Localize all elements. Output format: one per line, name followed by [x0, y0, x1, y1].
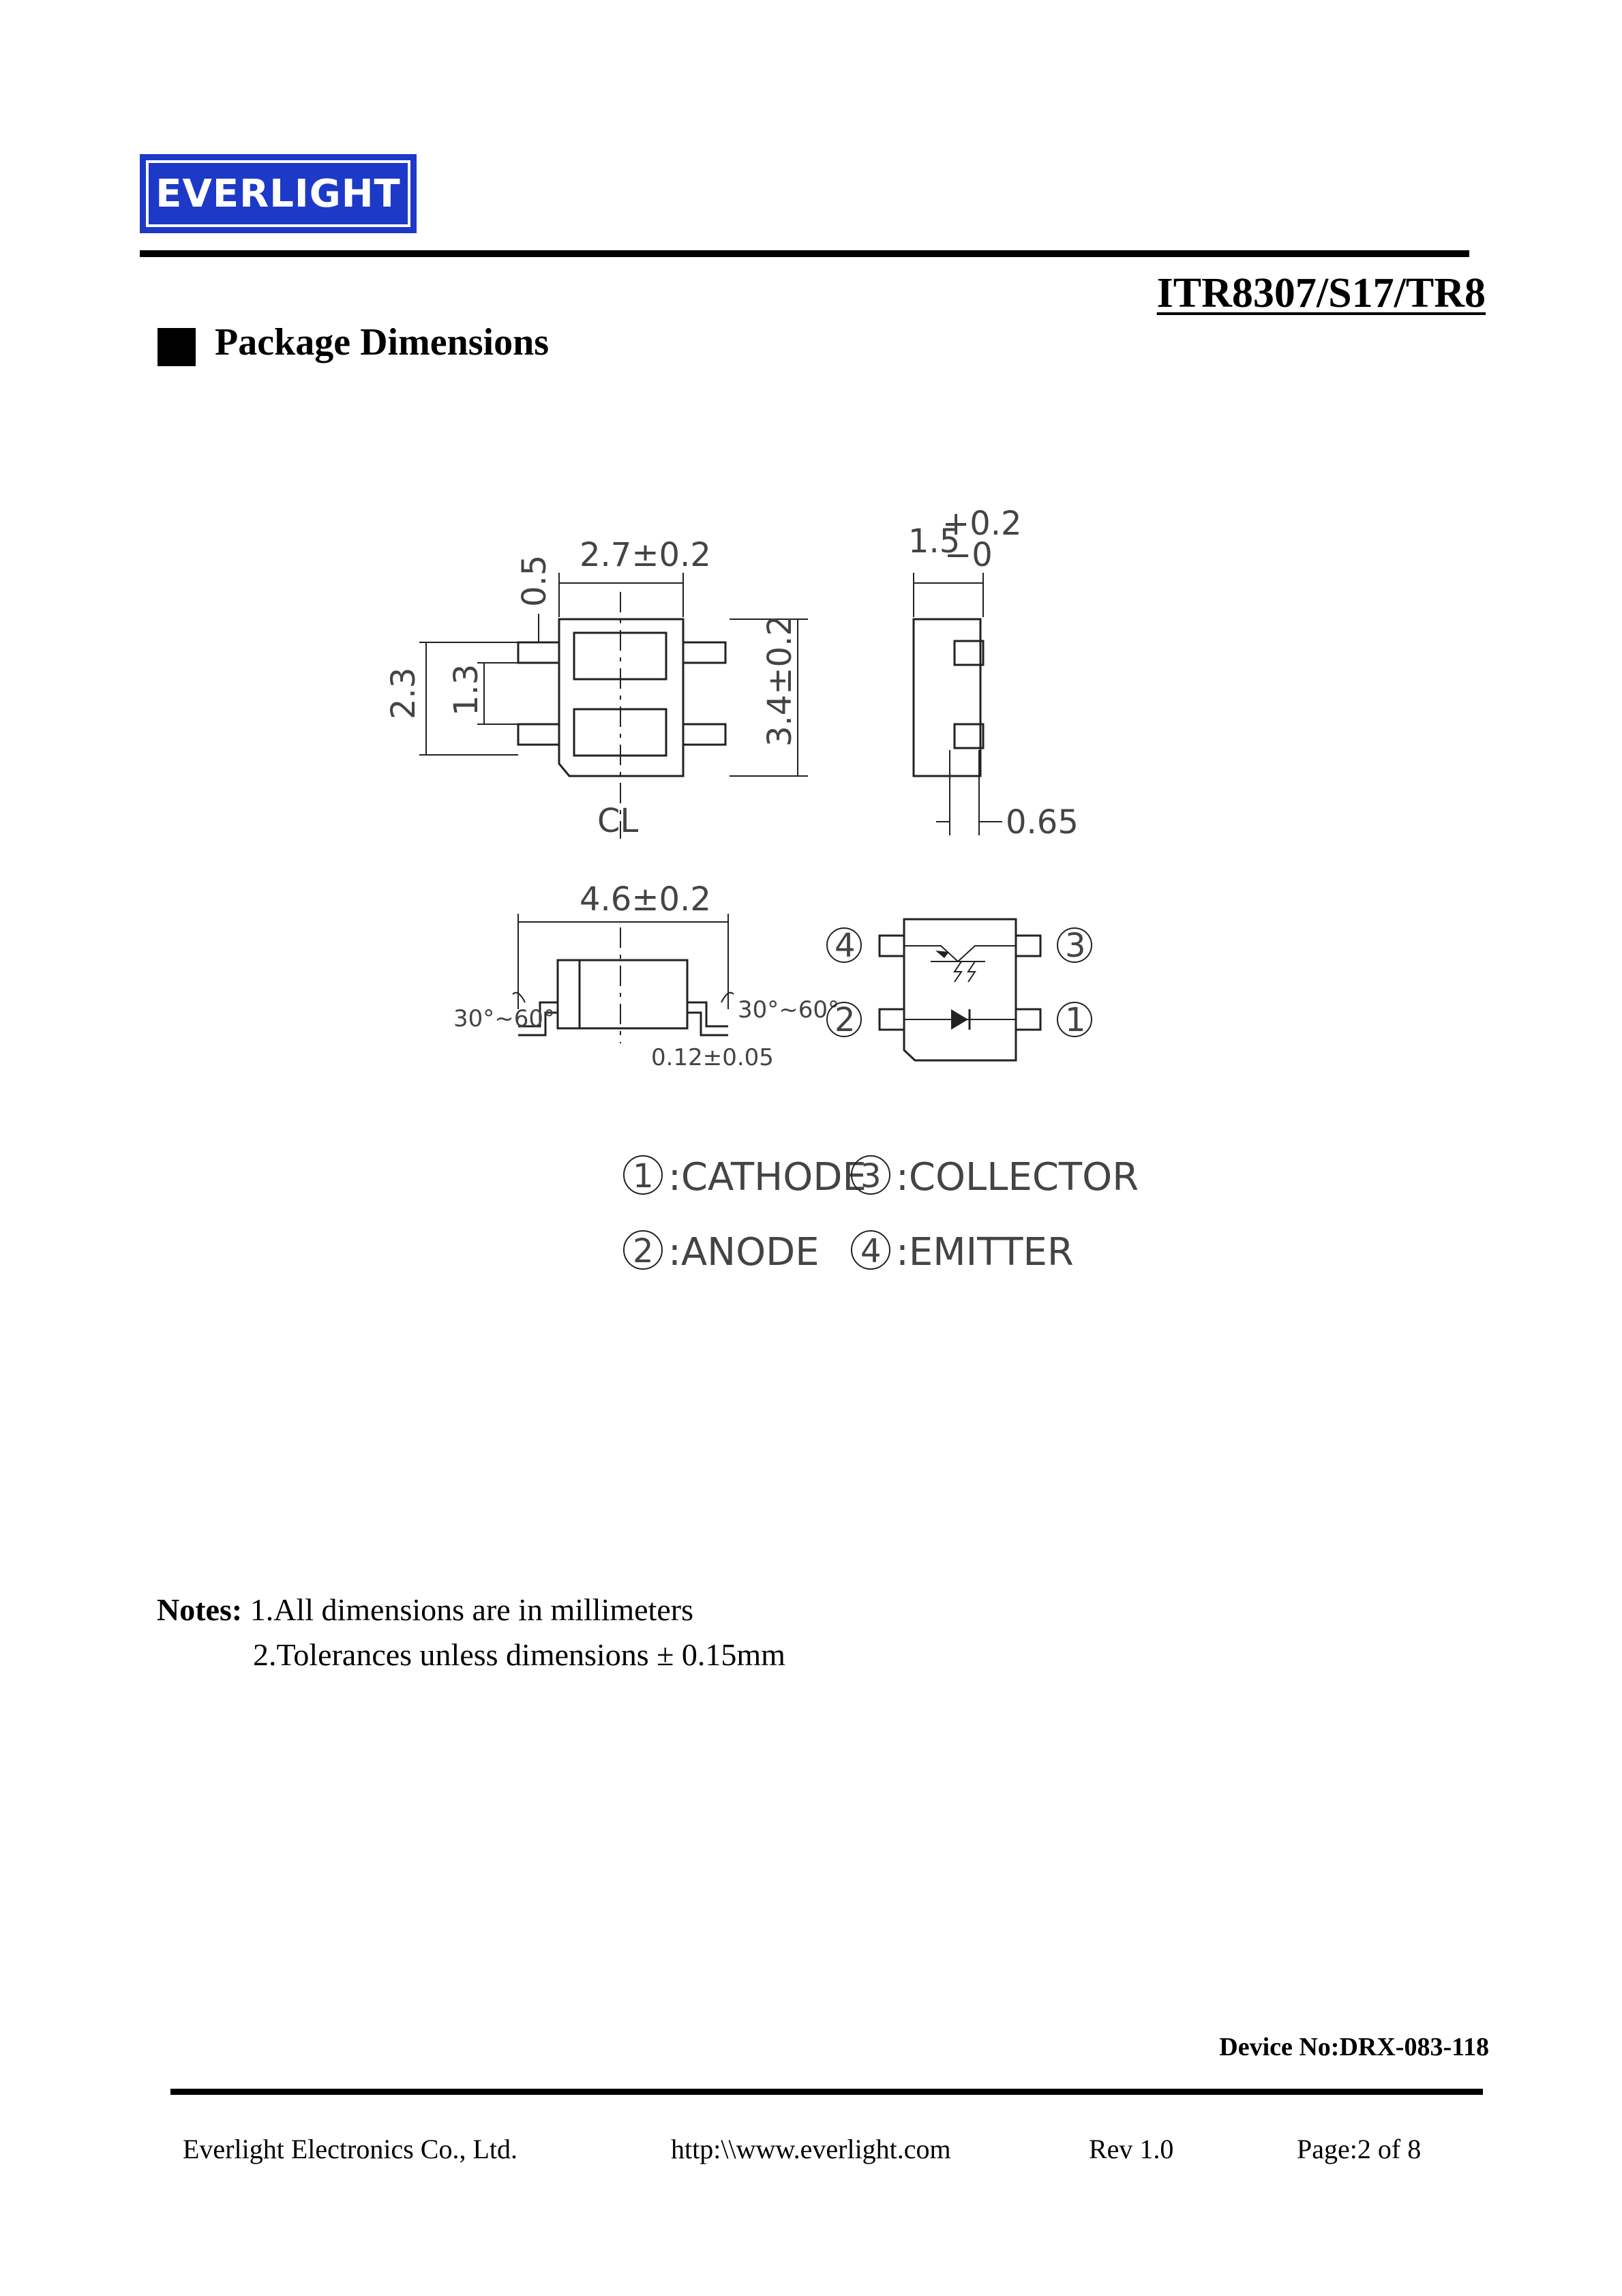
- footer-company: Everlight Electronics Co., Ltd.: [183, 2134, 517, 2164]
- side-view-lead: [955, 641, 983, 665]
- legend-pin-number: 4: [860, 1232, 882, 1270]
- footer-rule: [170, 2089, 1483, 2095]
- pin4-number: 4: [835, 927, 856, 965]
- dim-thickness-plus: +0.2: [942, 505, 1022, 543]
- top-view: [385, 536, 808, 840]
- footer-page: Page:2 of 8: [1297, 2134, 1422, 2164]
- legend-pin-label: :EMITTER: [896, 1230, 1074, 1274]
- dim-thickness-minus: −0: [944, 536, 993, 574]
- dim-height: 3.4±0.2: [761, 615, 799, 747]
- transistor-symbol: [904, 946, 1016, 961]
- legend-pin-label: :CATHODE: [668, 1155, 867, 1199]
- legend-pin-number: 3: [860, 1157, 882, 1195]
- dim-pitch-inner: 1.3: [447, 664, 485, 716]
- logo-text: EVERLIGHT: [155, 171, 401, 216]
- pin1-number: 1: [1065, 1001, 1086, 1039]
- schematic-body: [904, 919, 1016, 1060]
- legend-pin-number: 2: [633, 1232, 654, 1270]
- top-view-pad: [518, 724, 559, 745]
- dim-angle-left: 30°~60°: [453, 1005, 556, 1032]
- note-item: 2.Tolerances unless dimensions ± 0.15mm: [253, 1637, 785, 1672]
- notes-label: Notes:: [157, 1592, 243, 1627]
- dim-lead: 0.65: [1006, 803, 1079, 841]
- note-line: [157, 1587, 785, 1632]
- side-view-lead: [955, 724, 983, 748]
- section-title: Package Dimensions: [215, 321, 549, 363]
- top-view-pad: [518, 642, 559, 663]
- legend-pin-number: 1: [633, 1157, 654, 1195]
- diode-symbol: [951, 1009, 968, 1030]
- side-view-body: [914, 619, 980, 776]
- device-number: Device No:DRX-083-118: [1219, 2033, 1489, 2061]
- dim-length: 4.6±0.2: [580, 880, 711, 919]
- dim-thickness: 1.5: [908, 522, 961, 561]
- dim-width: 2.7±0.2: [580, 536, 711, 574]
- pin-legend: [624, 1155, 1139, 1274]
- front-view: [453, 880, 839, 1071]
- light-arrow-icon: [955, 961, 961, 982]
- pin2-number: 2: [835, 1001, 856, 1039]
- legend-pin-label: :ANODE: [668, 1230, 820, 1274]
- dim-pad: 0.5: [515, 554, 554, 607]
- front-view-body: [558, 960, 687, 1028]
- top-view-pad: [683, 642, 725, 663]
- pin3-number: 3: [1065, 927, 1086, 965]
- side-view: [908, 505, 1079, 841]
- schematic: [827, 919, 1092, 1060]
- footer-url[interactable]: http:\\www.everlight.com: [671, 2134, 951, 2164]
- top-view-pad: [683, 724, 725, 745]
- dim-pitch-outer: 2.3: [385, 667, 423, 719]
- centerline-mark: CL: [597, 802, 639, 840]
- note-item: 1.All dimensions are in millimeters: [250, 1592, 693, 1627]
- dim-lead-thickness: 0.12±0.05: [651, 1044, 774, 1071]
- front-view-lead-right: [687, 1002, 728, 1026]
- note-line: [157, 1632, 785, 1678]
- footer-revision: Rev 1.0: [1089, 2134, 1174, 2164]
- notes: [157, 1587, 785, 1678]
- dim-angle-right: 30°~60°: [738, 996, 840, 1024]
- legend-pin-label: :COLLECTOR: [896, 1155, 1139, 1199]
- part-number: ITR8307/S17/TR8: [1156, 270, 1486, 316]
